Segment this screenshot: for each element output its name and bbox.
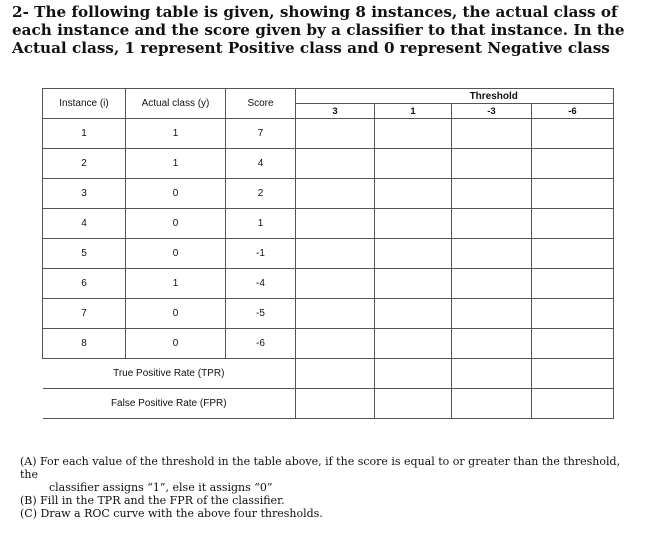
instance-cell: 3 — [43, 179, 126, 209]
table-row — [43, 119, 614, 149]
score-cell: -1 — [226, 239, 296, 269]
answer-cell[interactable] — [452, 299, 532, 329]
actual-class-cell: 0 — [126, 329, 226, 359]
answer-cell[interactable] — [452, 329, 532, 359]
answer-cell[interactable] — [452, 149, 532, 179]
data-table — [42, 88, 614, 419]
score-cell: 2 — [226, 179, 296, 209]
fpr-answer-cell[interactable] — [375, 389, 452, 419]
instance-cell: 8 — [43, 329, 126, 359]
actual-class-cell: 1 — [126, 269, 226, 299]
tpr-answer-cell[interactable] — [375, 359, 452, 389]
table-row — [43, 299, 614, 329]
actual-class-cell: 0 — [126, 209, 226, 239]
answer-cell[interactable] — [296, 209, 375, 239]
table-row — [43, 239, 614, 269]
instructions — [20, 455, 640, 520]
answer-cell[interactable] — [375, 149, 452, 179]
answer-cell[interactable] — [375, 179, 452, 209]
instruction-a — [20, 455, 640, 494]
instruction-a-line2: classifier assigns “1”, else it assigns “0” — [49, 481, 273, 494]
fpr-answer-cell[interactable] — [532, 389, 614, 419]
tpr-row — [43, 359, 614, 389]
answer-cell[interactable] — [532, 179, 614, 209]
answer-cell[interactable] — [452, 179, 532, 209]
answer-cell[interactable] — [296, 119, 375, 149]
fpr-answer-cell[interactable] — [452, 389, 532, 419]
table-row — [43, 329, 614, 359]
fpr-label: False Positive Rate (FPR) — [43, 389, 296, 419]
answer-cell[interactable] — [375, 209, 452, 239]
header-instance: Instance (i) — [43, 89, 126, 119]
answer-cell[interactable] — [296, 299, 375, 329]
actual-class-cell: 0 — [126, 299, 226, 329]
score-cell: 4 — [226, 149, 296, 179]
answer-cell[interactable] — [375, 119, 452, 149]
answer-cell[interactable] — [296, 239, 375, 269]
answer-cell[interactable] — [532, 119, 614, 149]
fpr-row — [43, 389, 614, 419]
score-cell: 7 — [226, 119, 296, 149]
tpr-answer-cell[interactable] — [296, 359, 375, 389]
tpr-answer-cell[interactable] — [532, 359, 614, 389]
answer-cell[interactable] — [532, 329, 614, 359]
actual-class-cell: 0 — [126, 239, 226, 269]
answer-cell[interactable] — [532, 269, 614, 299]
instance-cell: 5 — [43, 239, 126, 269]
answer-cell[interactable] — [375, 299, 452, 329]
instance-cell: 6 — [43, 269, 126, 299]
threshold-value: 3 — [296, 104, 375, 119]
threshold-value: -3 — [452, 104, 532, 119]
answer-cell[interactable] — [296, 269, 375, 299]
answer-cell[interactable] — [532, 209, 614, 239]
table-row — [43, 179, 614, 209]
table-row — [43, 269, 614, 299]
instance-cell: 1 — [43, 119, 126, 149]
answer-cell[interactable] — [452, 239, 532, 269]
instance-cell: 2 — [43, 149, 126, 179]
actual-class-cell: 1 — [126, 119, 226, 149]
instruction-c: (C) Draw a ROC curve with the above four thresholds. — [20, 507, 323, 520]
table-row — [43, 149, 614, 179]
answer-cell[interactable] — [296, 329, 375, 359]
score-cell: -6 — [226, 329, 296, 359]
instance-cell: 7 — [43, 299, 126, 329]
answer-cell[interactable] — [375, 329, 452, 359]
score-cell: 1 — [226, 209, 296, 239]
answer-cell[interactable] — [375, 269, 452, 299]
answer-cell[interactable] — [452, 209, 532, 239]
header-threshold: Threshold — [375, 89, 614, 104]
header-threshold-spacer — [296, 89, 375, 104]
header-row — [43, 89, 614, 104]
table-row — [43, 209, 614, 239]
header-score: Score — [226, 89, 296, 119]
answer-cell[interactable] — [532, 149, 614, 179]
score-cell: -5 — [226, 299, 296, 329]
score-cell: -4 — [226, 269, 296, 299]
answer-cell[interactable] — [296, 149, 375, 179]
question-text: 2- The following table is given, showing 8 instances, the actual class of each instance and the score given by a classifier to that instance. In the Actual class, 1 represent Positive class and 0 represent Negative class — [12, 3, 625, 57]
header-actual-class: Actual class (y) — [126, 89, 226, 119]
actual-class-cell: 0 — [126, 179, 226, 209]
tpr-label: True Positive Rate (TPR) — [43, 359, 296, 389]
threshold-value: -6 — [532, 104, 614, 119]
fpr-answer-cell[interactable] — [296, 389, 375, 419]
instruction-b: (B) Fill in the TPR and the FPR of the classifier. — [20, 494, 285, 507]
instance-cell: 4 — [43, 209, 126, 239]
answer-cell[interactable] — [452, 269, 532, 299]
answer-cell[interactable] — [532, 239, 614, 269]
answer-cell[interactable] — [296, 179, 375, 209]
answer-cell[interactable] — [375, 239, 452, 269]
tpr-answer-cell[interactable] — [452, 359, 532, 389]
answer-cell[interactable] — [452, 119, 532, 149]
instruction-a-line1: (A) For each value of the threshold in the table above, if the score is equal to or greater than the threshold, the — [20, 455, 621, 481]
answer-cell[interactable] — [532, 299, 614, 329]
threshold-value: 1 — [375, 104, 452, 119]
actual-class-cell: 1 — [126, 149, 226, 179]
